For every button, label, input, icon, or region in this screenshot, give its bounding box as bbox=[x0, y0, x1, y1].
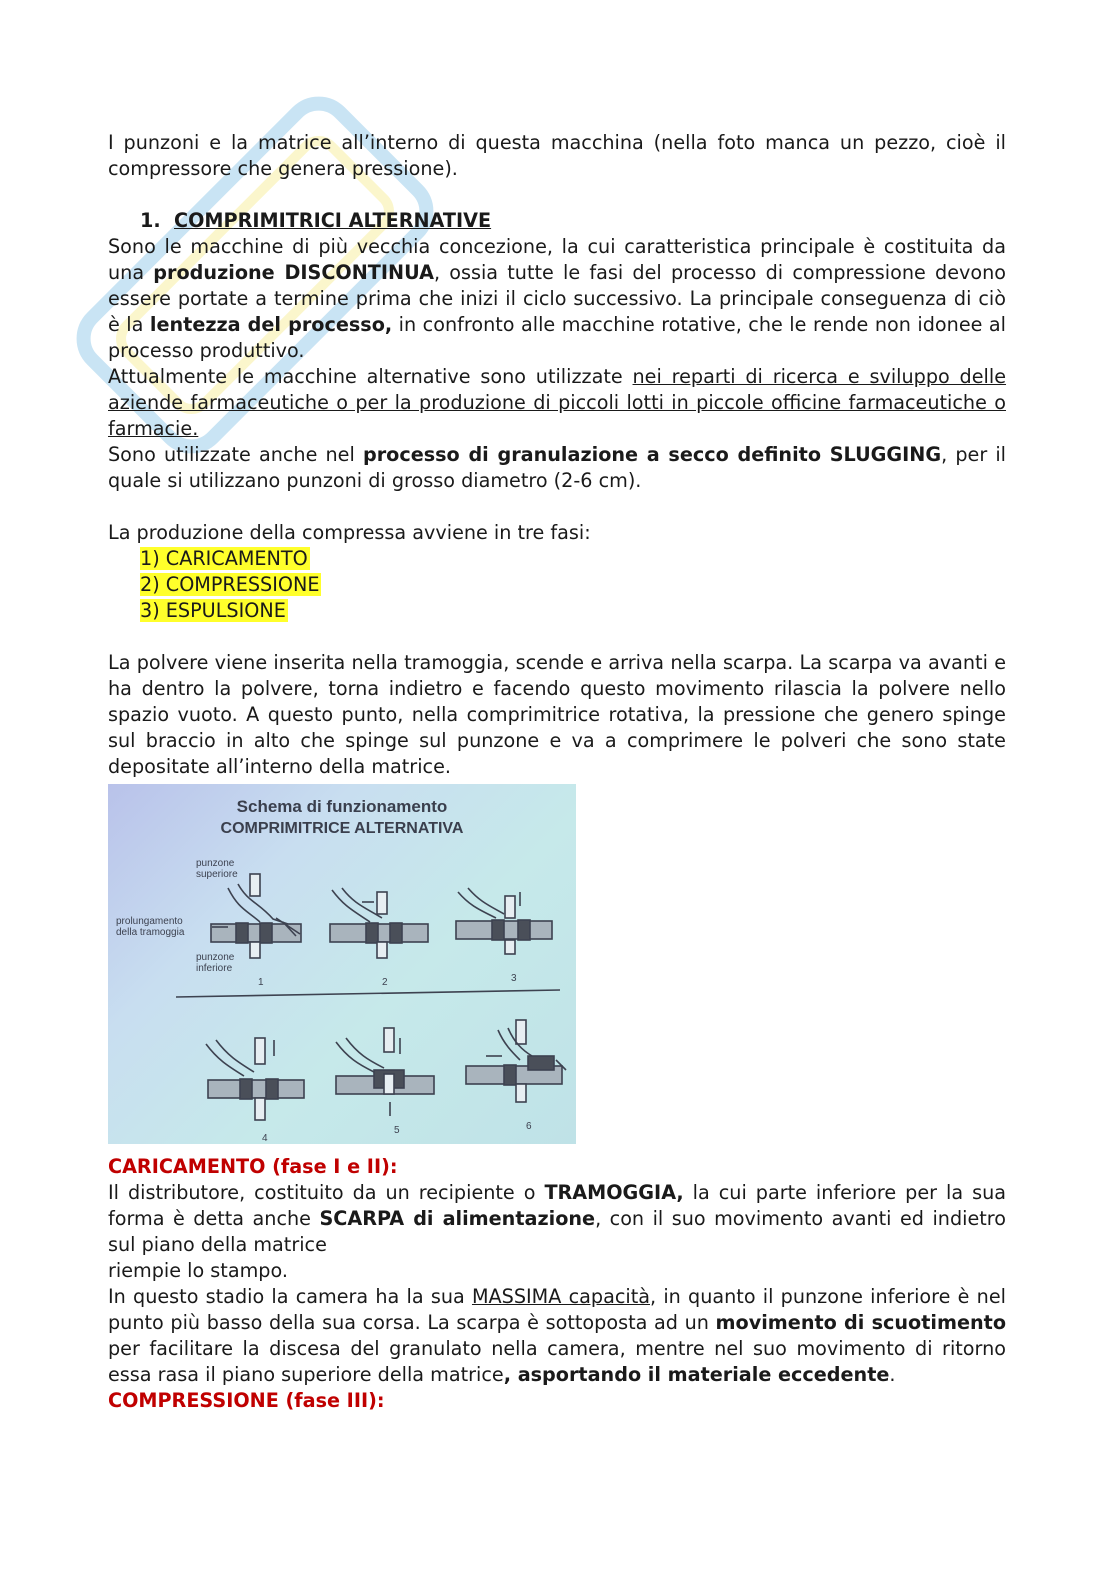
stage-2 bbox=[330, 888, 428, 958]
paragraph-slugging: Sono utilizzate anche nel processo di granulazione a secco definito SLUGGING, per il quale si utilizzano punzoni di grosso diametro (2-6 cm). bbox=[108, 443, 1007, 492]
heading-number: 1. bbox=[140, 209, 161, 232]
list-item: 2) COMPRESSIONE bbox=[140, 573, 320, 596]
section-heading bbox=[140, 208, 1006, 234]
figure-subtitle: COMPRIMITRICE ALTERNATIVA bbox=[220, 820, 464, 837]
paragraph-polvere: La polvere viene inserita nella tramoggia, scende e arriva nella scarpa. La scarpa va avanti e ha dentro la polvere, torna indietro e facendo questo movimento rilascia la polvere nello spazio vuoto. A questo punto, nella comprimitrice rotativa, la pressione che genero spinge sul braccio in alto che spinge sul punzone e va a comprimere le polveri che sono state depositate all’interno della matrice. bbox=[108, 651, 1006, 778]
caricamento-heading: CARICAMENTO (fase I e II): bbox=[108, 1155, 398, 1178]
document-body bbox=[108, 130, 1006, 1414]
list-item: 3) ESPULSIONE bbox=[140, 599, 286, 622]
phases-list bbox=[108, 546, 1006, 624]
heading-title: COMPRIMITRICI ALTERNATIVE bbox=[174, 209, 492, 232]
figure-title: Schema di funzionamento bbox=[236, 797, 448, 816]
label-punzone-superiore: punzone superiore bbox=[196, 858, 238, 880]
step-number: 2 bbox=[382, 977, 388, 988]
stage-4 bbox=[206, 1038, 304, 1120]
schema-figure bbox=[108, 784, 576, 1144]
figure-diagram bbox=[108, 784, 576, 1144]
label-punzone-inferiore: punzone inferiore bbox=[196, 952, 235, 974]
stage-6 bbox=[466, 1020, 566, 1102]
caricamento-line: riempie lo stampo. bbox=[108, 1259, 288, 1282]
step-number: 5 bbox=[394, 1125, 400, 1136]
intro-paragraph: I punzoni e la matrice all’interno di questa macchina (nella foto manca un pezzo, cioè il compressore che genera pressione). bbox=[108, 131, 1006, 180]
caricamento-paragraph-2: In questo stadio la camera ha la sua MASSIMA capacità, in quanto il punzone inferiore è nel punto più basso della sua corsa. La scarpa è sottoposta ad un movimento di scuotimento per facilitare la discesa del granulato nella camera, mentre nel suo movimento di ritorno essa rasa il piano superiore della matrice, asportando il materiale eccedente. bbox=[108, 1285, 1006, 1386]
caricamento-paragraph: Il distributore, costituito da un recipiente o TRAMOGGIA, la cui parte inferiore per la sua forma è detta anche SCARPA di alimentazione, con il suo movimento avanti ed indietro sul piano della matrice bbox=[108, 1181, 1006, 1256]
list-item: 1) CARICAMENTO bbox=[140, 547, 308, 570]
label-prolungamento-tramoggia: prolungamento della tramoggia bbox=[116, 916, 185, 938]
step-number: 1 bbox=[258, 977, 264, 988]
step-number: 6 bbox=[526, 1121, 532, 1132]
stage-5 bbox=[336, 1028, 434, 1116]
stage-1 bbox=[211, 874, 301, 958]
paragraph-utilizzo: Attualmente le macchine alternative sono utilizzate nei reparti di ricerca e sviluppo delle aziende farmaceutiche o per la produzione di piccoli lotti in piccole officine farmaceutiche o farmacie. bbox=[108, 365, 1007, 440]
paragraph-discontinua: Sono le macchine di più vecchia concezione, la cui caratteristica principale è costituita da una produzione DISCONTINUA, ossia tutte le fasi del processo di compressione devono essere portate a termine prima che inizi il ciclo successivo. La principale conseguenza di ciò è la lentezza del processo, in confronto alle macchine rotative, che le rende non idonee al processo produttivo. bbox=[108, 235, 1007, 362]
step-number: 3 bbox=[511, 973, 517, 984]
stage-3 bbox=[456, 888, 552, 954]
step-number: 4 bbox=[262, 1133, 268, 1144]
phases-intro: La produzione della compressa avviene in tre fasi: bbox=[108, 521, 591, 544]
compressione-heading: COMPRESSIONE (fase III): bbox=[108, 1389, 385, 1412]
